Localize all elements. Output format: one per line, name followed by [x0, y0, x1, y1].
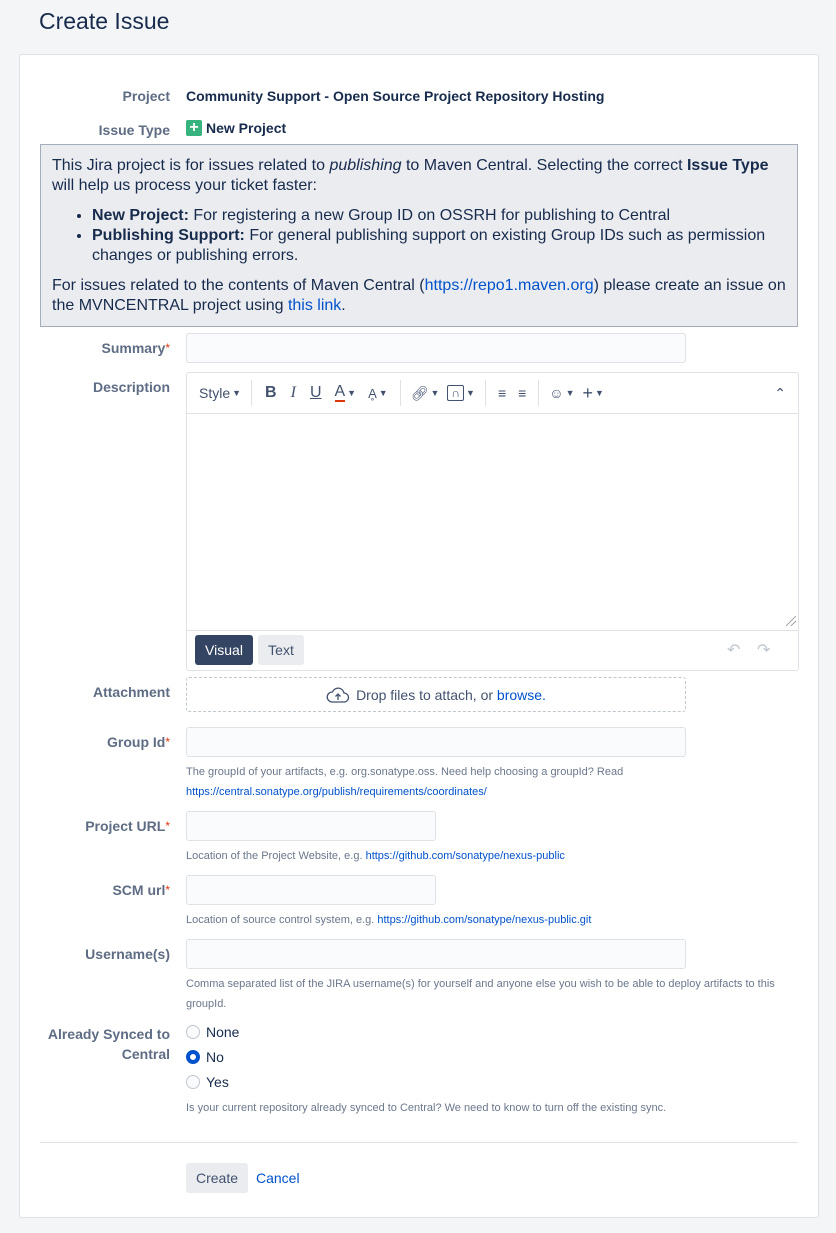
- issue-type-label: Issue Type: [98, 122, 170, 138]
- usernames-help: Comma separated list of the JIRA username(s) for yourself and anyone else you wish to be able to deploy artifacts to this groupId.: [186, 978, 775, 1010]
- undo-icon[interactable]: ↶: [727, 642, 741, 659]
- mvncentral-link[interactable]: this link: [287, 297, 342, 314]
- synced-help: Is your current repository already synced to Central? We need to know to turn off the existing sync.: [186, 1102, 667, 1114]
- synced-label: Already Synced to Central: [47, 1026, 170, 1062]
- radio-button[interactable]: [186, 1025, 200, 1039]
- list-item: • New Project: For registering a new Group ID on OSSRH for publishing to Central: [92, 206, 786, 226]
- chevron-down-icon: ▼: [430, 388, 440, 398]
- attachment-dropzone[interactable]: Drop files to attach, or browse.: [186, 677, 686, 712]
- create-issue-form: [19, 54, 819, 1218]
- browse-link[interactable]: browse.: [496, 686, 546, 703]
- double-chevron-up-icon: ⌃: [774, 384, 786, 401]
- scm-url-label: SCM url*: [112, 882, 170, 898]
- attachment-label: Attachment: [92, 684, 170, 700]
- nexus-public-link[interactable]: https://github.com/sonatype/nexus-public: [365, 850, 565, 862]
- radio-option-none[interactable]: None: [186, 1024, 239, 1040]
- info-list: [52, 206, 786, 266]
- resize-handle-icon[interactable]: [786, 616, 796, 626]
- coordinates-link[interactable]: https://central.sonatype.org/publish/requirements/coordinates/: [186, 786, 487, 798]
- issue-type-value: New Project: [206, 120, 287, 136]
- maven-repo-link[interactable]: https://repo1.maven.org: [424, 277, 594, 294]
- list-item: • Publishing Support: For general publishing support on existing Group IDs such as permission changes or publishing errors.: [92, 226, 786, 266]
- bullet-list-icon: ≡: [497, 385, 507, 401]
- paperclip-icon: ∩: [447, 385, 464, 401]
- issue-type-selector[interactable]: [186, 120, 286, 136]
- project-value: Community Support - Open Source Project Repository Hosting: [186, 88, 605, 104]
- numbered-list-button[interactable]: [512, 379, 532, 407]
- bullet-list-button[interactable]: [492, 379, 512, 407]
- usernames-input[interactable]: [186, 939, 686, 969]
- radio-button[interactable]: [186, 1075, 200, 1089]
- form-divider: [40, 1142, 798, 1143]
- usernames-label: Username(s): [85, 946, 170, 962]
- nexus-public-git-link[interactable]: https://github.com/sonatype/nexus-public.git: [377, 914, 592, 926]
- radio-button-selected[interactable]: [186, 1050, 200, 1064]
- scm-url-input[interactable]: [186, 875, 436, 905]
- plus-icon: +: [582, 382, 594, 403]
- chevron-down-icon: ▼: [378, 388, 388, 398]
- summary-input[interactable]: [186, 333, 686, 363]
- bold-button[interactable]: B: [265, 384, 277, 401]
- emoji-button[interactable]: [545, 379, 578, 407]
- smiley-icon: ☺: [549, 385, 564, 401]
- text-color-button[interactable]: [329, 379, 363, 407]
- project-url-help: Location of the Project Website, e.g. https://github.com/sonatype/nexus-public: [186, 850, 565, 862]
- editor-footer: [187, 630, 798, 672]
- description-editor: [186, 372, 799, 671]
- text-color-icon: A: [334, 383, 346, 400]
- group-id-label: Group Id*: [107, 734, 170, 750]
- radio-option-yes[interactable]: Yes: [186, 1074, 229, 1090]
- collapse-toolbar-button[interactable]: [770, 379, 790, 407]
- style-dropdown[interactable]: Style ▼: [199, 385, 242, 401]
- editor-toolbar: [187, 373, 798, 414]
- chevron-down-icon: ▼: [595, 388, 604, 398]
- toolbar-divider: [251, 380, 252, 406]
- italic-button[interactable]: I: [290, 384, 296, 401]
- underline-button[interactable]: U: [309, 384, 322, 401]
- group-id-help: The groupId of your artifacts, e.g. org.sonatype.oss. Need help choosing a groupId? Read https://central.sonatype.org/publish/requirements/coordinates/: [186, 766, 624, 798]
- scm-url-help: Location of source control system, e.g. https://github.com/sonatype/nexus-public.git: [186, 914, 592, 926]
- text-mode-tab[interactable]: Text: [258, 635, 304, 665]
- toolbar-divider: [538, 380, 539, 406]
- redo-icon[interactable]: ↷: [757, 642, 771, 659]
- radio-option-no[interactable]: No: [186, 1049, 224, 1065]
- cancel-button[interactable]: Cancel: [256, 1170, 300, 1186]
- cloud-upload-icon: [326, 686, 350, 704]
- info-paragraph-2: For issues related to the contents of Maven Central (https://repo1.maven.org) please create an issue on the MVNCENTRAL project using this link.: [52, 277, 786, 314]
- toolbar-divider: [485, 380, 486, 406]
- project-label: Project: [122, 88, 170, 104]
- description-textarea[interactable]: [187, 414, 798, 630]
- project-url-label: Project URL*: [85, 818, 170, 834]
- info-paragraph-1: This Jira project is for issues related to publishing to Maven Central. Selecting the correct Issue Type will help us process your ticket faster:: [52, 157, 769, 194]
- chevron-down-icon: ▼: [232, 388, 242, 398]
- project-url-input[interactable]: [186, 811, 436, 841]
- plus-icon: +: [186, 120, 202, 136]
- summary-label: Summary*: [101, 340, 170, 356]
- description-label: Description: [92, 379, 170, 395]
- attachment-button[interactable]: [443, 379, 479, 407]
- create-button[interactable]: Create: [186, 1163, 248, 1193]
- project-info-box: [40, 144, 798, 327]
- numbered-list-icon: ≡: [518, 385, 527, 401]
- group-id-input[interactable]: [186, 727, 686, 757]
- toolbar-divider: [400, 380, 401, 406]
- chevron-down-icon: ▼: [347, 388, 357, 398]
- link-icon: 🔗︎: [410, 384, 429, 401]
- chevron-down-icon: ▼: [466, 388, 475, 398]
- visual-mode-tab[interactable]: Visual: [195, 635, 253, 665]
- more-formatting-button[interactable]: [362, 379, 394, 407]
- page-title: Create Issue: [39, 8, 170, 34]
- link-button[interactable]: [407, 379, 444, 407]
- chevron-down-icon: ▼: [565, 388, 575, 398]
- text-effects-icon: Ḁ: [368, 385, 377, 401]
- insert-more-button[interactable]: [579, 379, 608, 407]
